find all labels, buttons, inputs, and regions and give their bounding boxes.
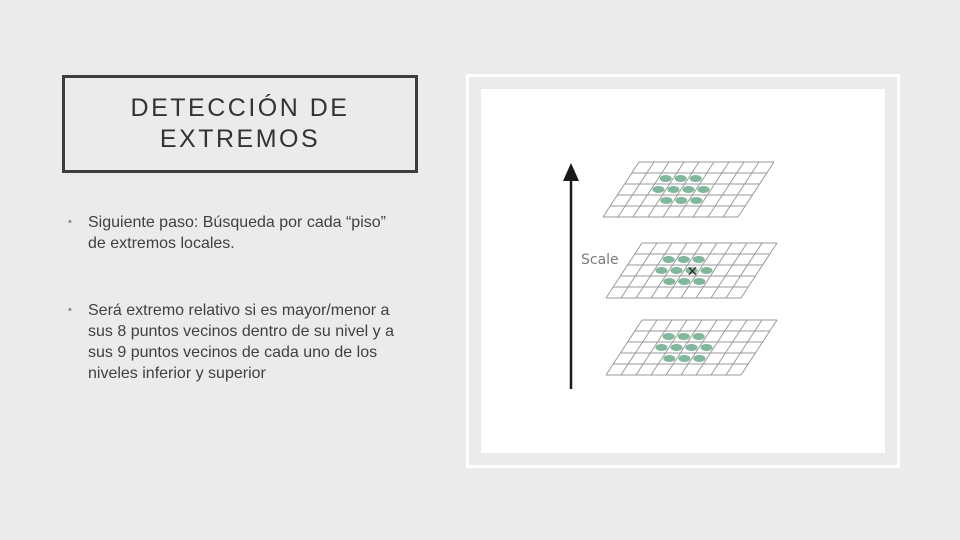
grid-col-line	[711, 243, 747, 298]
slide-title: DETECCIÓN DE EXTREMOS	[130, 94, 350, 153]
neighbor-point	[698, 186, 710, 193]
grid-col-line	[738, 162, 774, 217]
grid-col-line	[618, 162, 654, 217]
grid-col-line	[726, 243, 762, 298]
grid-col-line	[606, 320, 642, 375]
neighbor-point	[678, 355, 690, 362]
neighbor-point	[701, 344, 713, 351]
grid-col-line	[621, 320, 657, 375]
neighbor-point	[656, 344, 668, 351]
neighbor-point	[678, 333, 690, 340]
grid-layer-middle	[606, 243, 777, 298]
neighbor-point	[693, 256, 705, 263]
grid-col-line	[603, 162, 639, 217]
neighbor-point	[675, 175, 687, 182]
bullet-list	[68, 212, 408, 384]
neighbor-point	[693, 355, 705, 362]
neighbor-point	[671, 267, 683, 274]
neighbor-point	[656, 267, 668, 274]
bullet-item	[68, 212, 408, 254]
bullet-text: Siguiente paso: Búsqueda por cada “piso” de extremos locales.	[88, 214, 386, 252]
grid-col-line	[741, 320, 777, 375]
neighbor-point	[663, 355, 675, 362]
grid-col-line	[723, 162, 759, 217]
neighbor-point	[663, 333, 675, 340]
scale-space-figure	[481, 89, 885, 453]
grid-layer-lower	[606, 320, 777, 375]
grid-col-line	[708, 162, 744, 217]
neighbor-point	[690, 197, 702, 204]
bullet-dot-icon: •	[68, 304, 72, 316]
figure-frame	[466, 74, 900, 468]
neighbor-point	[675, 197, 687, 204]
neighbor-point	[671, 344, 683, 351]
grid-layer-upper	[603, 162, 774, 217]
neighbor-point	[663, 278, 675, 285]
scale-space-diagram	[481, 89, 885, 453]
scale-arrow-head-icon	[563, 163, 579, 181]
neighbor-point	[663, 256, 675, 263]
bullet-item	[68, 300, 408, 384]
neighbor-point	[678, 256, 690, 263]
bullet-text: Será extremo relativo si es mayor/menor a sus 8 puntos vecinos dentro de su nivel y a sus 9 puntos vecinos de cada uno de los niveles inferior y superior	[88, 302, 394, 382]
grid-col-line	[711, 320, 747, 375]
grid-col-line	[741, 243, 777, 298]
neighbor-point	[686, 344, 698, 351]
neighbor-point	[668, 186, 680, 193]
grid-levels	[603, 162, 777, 375]
neighbor-point	[660, 197, 672, 204]
neighbor-point	[701, 267, 713, 274]
neighbor-point	[693, 333, 705, 340]
grid-col-line	[621, 243, 657, 298]
scale-axis-label: Scale	[581, 252, 619, 268]
title-box	[62, 75, 418, 173]
neighbor-point	[653, 186, 665, 193]
neighbor-point	[690, 175, 702, 182]
neighbor-point	[683, 186, 695, 193]
candidate-x-icon: ×	[686, 263, 699, 280]
neighbor-point	[660, 175, 672, 182]
grid-col-line	[726, 320, 762, 375]
bullet-dot-icon: •	[68, 216, 72, 228]
